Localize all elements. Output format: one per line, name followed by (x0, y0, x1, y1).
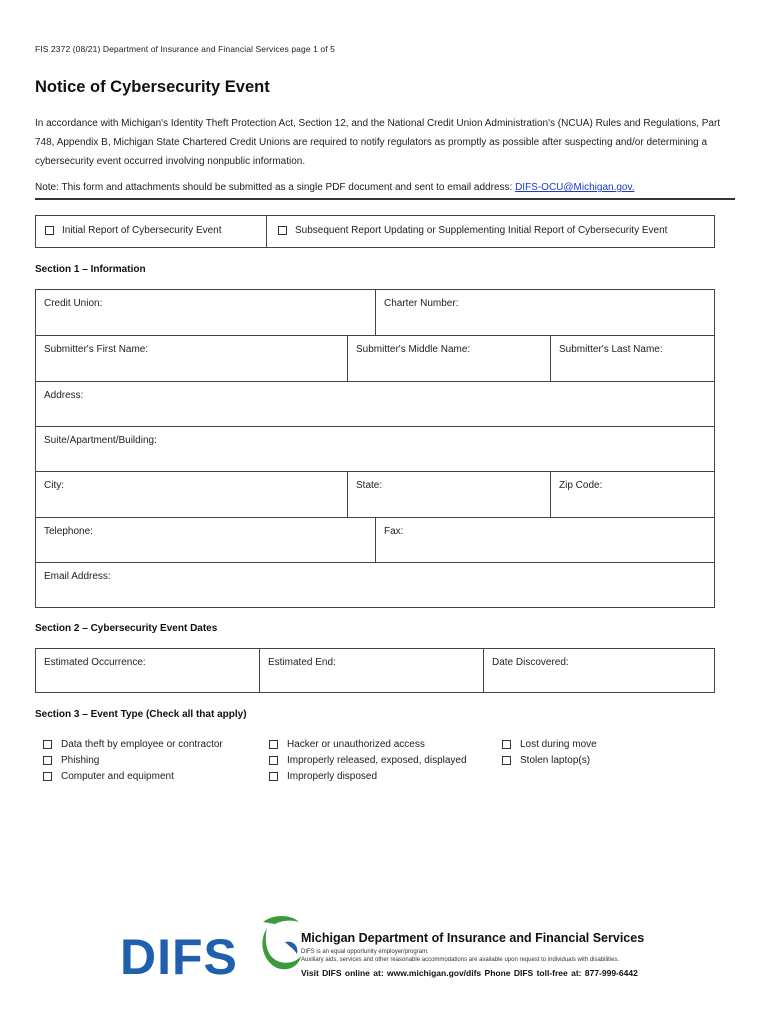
initial-report-option[interactable] (45, 225, 222, 236)
intro-line-2: 748, Appendix B, Michigan State Chartered Credit Unions are required to notify regulators as promptly as possible after suspecting and/or determining a (35, 137, 708, 148)
subsequent-report-checkbox[interactable] (278, 226, 287, 235)
event-type-option[interactable] (269, 755, 467, 766)
contact-line: Visit DIFS online at: www.michigan.gov/difs Phone DIFS toll-free at: 877-999-6442 (301, 968, 638, 978)
address-label: Address: (44, 390, 84, 401)
event-type-label: Improperly disposed (287, 771, 378, 782)
divider (35, 198, 735, 200)
subsequent-report-option[interactable] (278, 225, 667, 236)
suite-field[interactable] (35, 426, 715, 472)
subsequent-report-box (266, 215, 715, 248)
city-field[interactable] (35, 471, 348, 518)
section-1-title: Section 1 – Information (35, 264, 146, 275)
intro-line-1: In accordance with Michigan's Identity Theft Protection Act, Section 12, and the National Credit Union Administration's (NCUA) Rules and Regulations, Part (35, 118, 721, 129)
telephone-field[interactable] (35, 517, 376, 563)
form-header-line: FIS 2372 (08/21) Department of Insurance and Financial Services page 1 of 5 (35, 44, 335, 54)
email-address-label: Email Address: (44, 571, 111, 582)
section-2-title: Section 2 – Cybersecurity Event Dates (35, 623, 218, 634)
state-label: State: (356, 480, 383, 491)
intro-line-3: cybersecurity event occurred involving nonpublic information. (35, 156, 306, 167)
event-type-label: Improperly released, exposed, displayed (287, 755, 467, 766)
last-name-field[interactable] (550, 335, 715, 382)
initial-report-checkbox[interactable] (45, 226, 54, 235)
initial-report-box (35, 215, 267, 248)
first-name-label: Submitter's First Name: (44, 344, 149, 355)
event-type-checkbox[interactable] (43, 772, 52, 781)
event-type-checkbox[interactable] (502, 740, 511, 749)
event-type-label: Lost during move (520, 739, 597, 750)
suite-label: Suite/Apartment/Building: (44, 435, 157, 446)
fax-field[interactable] (375, 517, 715, 563)
email-link[interactable]: DIFS-OCU@Michigan.gov. (515, 182, 635, 193)
estimated-end-field[interactable] (259, 648, 484, 693)
event-type-checkbox[interactable] (502, 756, 511, 765)
event-type-checkbox[interactable] (269, 756, 278, 765)
credit-union-field[interactable] (35, 289, 376, 336)
initial-report-label: Initial Report of Cybersecurity Event (62, 225, 222, 236)
last-name-label: Submitter's Last Name: (559, 344, 663, 355)
difs-logo-text: DIFS (120, 929, 238, 985)
middle-name-label: Submitter's Middle Name: (356, 344, 471, 355)
event-type-label: Computer and equipment (61, 771, 174, 782)
estimated-occurrence-label: Estimated Occurrence: (44, 657, 146, 668)
event-type-option[interactable] (269, 771, 377, 782)
credit-union-label: Credit Union: (44, 298, 103, 309)
charter-number-label: Charter Number: (384, 298, 459, 309)
estimated-end-label: Estimated End: (268, 657, 336, 668)
page-title: Notice of Cybersecurity Event (35, 78, 270, 96)
event-type-checkbox[interactable] (269, 740, 278, 749)
subsequent-report-label: Subsequent Report Updating or Supplementing Initial Report of Cybersecurity Event (295, 225, 668, 236)
zip-code-field[interactable] (550, 471, 715, 518)
address-field[interactable] (35, 381, 715, 427)
date-discovered-field[interactable] (483, 648, 715, 693)
event-type-checkbox[interactable] (43, 756, 52, 765)
event-type-option[interactable] (43, 771, 174, 782)
section-3-title: Section 3 – Event Type (Check all that apply) (35, 709, 247, 720)
eeo-line-2: Auxiliary aids, services and other reasonable accommodations are available upon request to individuals with disabilities. (301, 956, 620, 963)
event-type-checkbox[interactable] (43, 740, 52, 749)
difs-leaf-logo-icon (255, 912, 305, 974)
date-discovered-label: Date Discovered: (492, 657, 569, 668)
event-type-option[interactable] (43, 739, 223, 750)
event-type-option[interactable] (502, 755, 590, 766)
estimated-occurrence-field[interactable] (35, 648, 260, 693)
intro-paragraph (35, 114, 725, 171)
event-type-label: Hacker or unauthorized access (287, 739, 425, 750)
event-type-option[interactable] (269, 739, 425, 750)
event-type-checkbox[interactable] (269, 772, 278, 781)
city-label: City: (44, 480, 64, 491)
fax-label: Fax: (384, 526, 404, 537)
email-address-field[interactable] (35, 562, 715, 608)
event-type-option[interactable] (502, 739, 597, 750)
zip-code-label: Zip Code: (559, 480, 603, 491)
first-name-field[interactable] (35, 335, 348, 382)
submission-note (35, 182, 635, 193)
eeo-line-1: DIFS is an equal opportunity employer/program. (301, 949, 429, 955)
event-type-label: Stolen laptop(s) (520, 755, 591, 766)
note-text: Note: This form and attachments should be submitted as a single PDF document and sent to email address: (35, 182, 516, 193)
event-type-label: Data theft by employee or contractor (61, 739, 223, 750)
event-type-label: Phishing (61, 755, 100, 766)
event-type-option[interactable] (43, 755, 99, 766)
eeo-statement (301, 949, 619, 964)
difs-footer (120, 912, 680, 984)
middle-name-field[interactable] (347, 335, 551, 382)
org-name: Michigan Department of Insurance and Financial Services (301, 931, 645, 945)
telephone-label: Telephone: (44, 526, 93, 537)
state-field[interactable] (347, 471, 551, 518)
charter-number-field[interactable] (375, 289, 715, 336)
